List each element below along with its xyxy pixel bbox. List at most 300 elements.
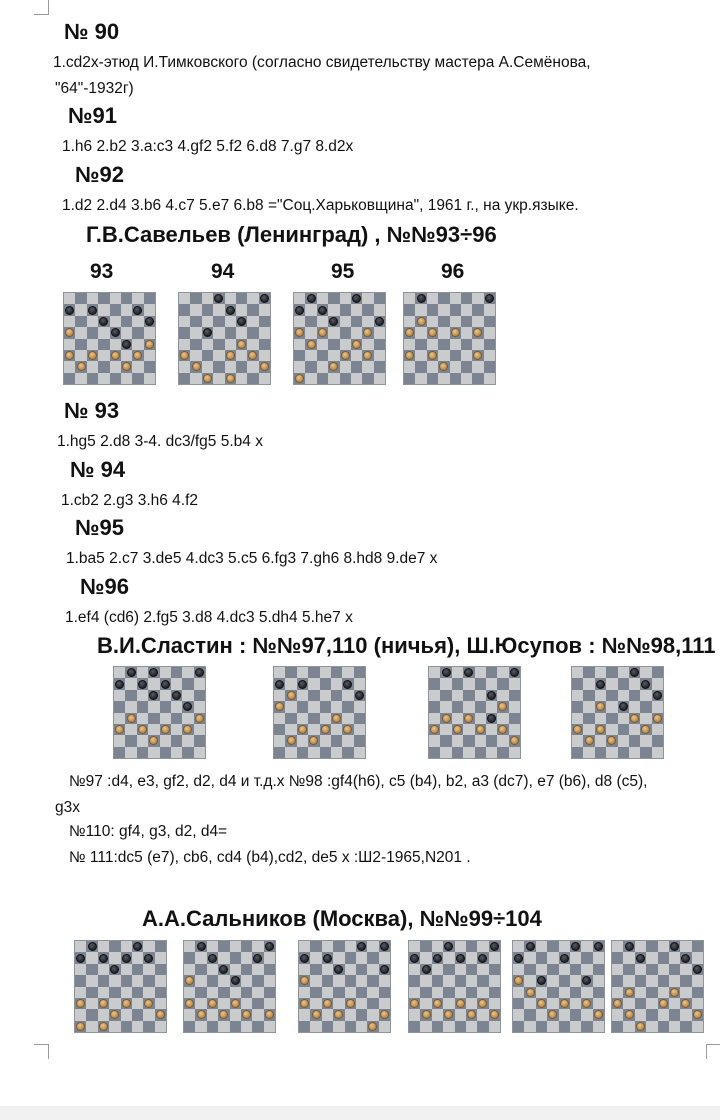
white-checker-b2 <box>625 1010 634 1019</box>
square-d6 <box>443 964 454 975</box>
square-g2 <box>680 1009 691 1020</box>
square-h5 <box>354 701 365 712</box>
square-d2 <box>443 1009 454 1020</box>
white-checker-g3 <box>144 999 153 1008</box>
square-b3 <box>420 998 431 1009</box>
square-f1 <box>461 373 472 384</box>
problem-96-heading: №96 <box>80 574 129 599</box>
square-d3 <box>213 350 224 361</box>
square-b6 <box>415 316 426 327</box>
square-b3 <box>583 724 594 735</box>
black-checker-b8 <box>417 294 426 303</box>
square-g7 <box>182 678 193 689</box>
square-e1 <box>320 747 331 758</box>
square-b1 <box>125 747 136 758</box>
square-d5 <box>443 975 454 986</box>
square-a5 <box>409 975 420 986</box>
square-h8 <box>264 941 275 952</box>
white-checker-d2 <box>607 736 616 745</box>
square-b4 <box>310 987 321 998</box>
white-checker-g3 <box>582 999 591 1008</box>
square-g1 <box>581 1021 592 1032</box>
square-h2 <box>692 1009 703 1020</box>
square-d4 <box>98 339 109 350</box>
square-a3 <box>64 350 75 361</box>
square-a7 <box>64 304 75 315</box>
square-a4 <box>299 987 310 998</box>
square-d8 <box>308 667 319 678</box>
square-b2 <box>623 1009 634 1020</box>
white-checker-c1 <box>99 1022 108 1031</box>
square-g4 <box>581 987 592 998</box>
white-checker-e3 <box>226 351 235 360</box>
square-b6 <box>305 316 316 327</box>
square-b6 <box>190 316 201 327</box>
square-g7 <box>247 304 258 315</box>
white-checker-d2 <box>110 1010 119 1019</box>
square-d2 <box>606 735 617 746</box>
square-e7 <box>340 304 351 315</box>
square-h7 <box>593 952 604 963</box>
square-h4 <box>509 713 520 724</box>
square-b6 <box>524 964 535 975</box>
square-h5 <box>144 327 155 338</box>
black-checker-g5 <box>183 702 192 711</box>
square-e4 <box>450 339 461 350</box>
white-checker-b2 <box>312 1010 321 1019</box>
square-g1 <box>247 373 258 384</box>
square-d4 <box>148 713 159 724</box>
square-h3 <box>259 350 270 361</box>
square-c2 <box>297 735 308 746</box>
square-e6 <box>160 690 171 701</box>
square-e8 <box>340 293 351 304</box>
black-checker-e5 <box>619 702 628 711</box>
square-d3 <box>443 998 454 1009</box>
square-g8 <box>182 667 193 678</box>
white-checker-b6 <box>287 691 296 700</box>
square-f5 <box>236 327 247 338</box>
square-b4 <box>440 713 451 724</box>
square-b6 <box>420 964 431 975</box>
square-b6 <box>195 964 206 975</box>
square-b8 <box>524 941 535 952</box>
white-checker-g3 <box>498 725 507 734</box>
square-a7 <box>572 678 583 689</box>
square-g1 <box>477 1021 488 1032</box>
square-g5 <box>472 327 483 338</box>
square-h1 <box>379 1021 390 1032</box>
white-checker-a5 <box>514 976 523 985</box>
square-b8 <box>190 293 201 304</box>
square-c7 <box>87 304 98 315</box>
white-checker-c3 <box>428 351 437 360</box>
square-c5 <box>427 327 438 338</box>
square-e4 <box>160 713 171 724</box>
square-c4 <box>207 987 218 998</box>
square-f3 <box>461 350 472 361</box>
square-g8 <box>342 667 353 678</box>
square-b4 <box>305 339 316 350</box>
white-checker-e3 <box>341 351 350 360</box>
square-g4 <box>247 339 258 350</box>
square-b8 <box>305 293 316 304</box>
square-c6 <box>207 964 218 975</box>
square-a1 <box>294 373 305 384</box>
square-b7 <box>524 952 535 963</box>
black-checker-e7 <box>456 954 465 963</box>
square-c8 <box>317 293 328 304</box>
square-f7 <box>236 304 247 315</box>
square-f2 <box>356 1009 367 1020</box>
square-f1 <box>669 1021 680 1032</box>
black-checker-a7 <box>300 954 309 963</box>
square-a3 <box>429 724 440 735</box>
square-a5 <box>612 975 623 986</box>
square-a2 <box>404 361 415 372</box>
square-e7 <box>225 304 236 315</box>
square-d4 <box>333 987 344 998</box>
square-e1 <box>225 373 236 384</box>
diagram-98-board <box>273 666 366 759</box>
square-a4 <box>114 713 125 724</box>
square-e3 <box>225 350 236 361</box>
square-b7 <box>125 678 136 689</box>
square-g6 <box>132 316 143 327</box>
square-c6 <box>202 316 213 327</box>
square-e3 <box>618 724 629 735</box>
square-d1 <box>308 747 319 758</box>
square-e5 <box>455 975 466 986</box>
square-b2 <box>440 735 451 746</box>
white-checker-f2 <box>242 1010 251 1019</box>
square-e7 <box>658 952 669 963</box>
square-c4 <box>98 987 109 998</box>
square-g8 <box>367 941 378 952</box>
square-f8 <box>132 941 143 952</box>
square-h7 <box>509 678 520 689</box>
square-g3 <box>472 350 483 361</box>
square-g5 <box>640 701 651 712</box>
square-f7 <box>241 952 252 963</box>
square-d2 <box>98 361 109 372</box>
square-c4 <box>322 987 333 998</box>
square-d1 <box>333 1021 344 1032</box>
square-a5 <box>64 327 75 338</box>
white-checker-c3 <box>596 725 605 734</box>
square-h7 <box>379 952 390 963</box>
square-e1 <box>559 1021 570 1032</box>
black-checker-e7 <box>226 306 235 315</box>
square-a6 <box>429 690 440 701</box>
square-a5 <box>179 327 190 338</box>
square-f2 <box>236 361 247 372</box>
square-a5 <box>429 701 440 712</box>
square-h7 <box>259 304 270 315</box>
square-h1 <box>652 747 663 758</box>
square-d6 <box>333 964 344 975</box>
square-g2 <box>472 361 483 372</box>
square-b3 <box>415 350 426 361</box>
square-b3 <box>440 724 451 735</box>
square-a7 <box>294 304 305 315</box>
square-c3 <box>207 998 218 1009</box>
square-e5 <box>121 975 132 986</box>
square-b4 <box>190 339 201 350</box>
square-d7 <box>328 304 339 315</box>
square-g3 <box>342 724 353 735</box>
square-g4 <box>342 713 353 724</box>
square-c4 <box>297 713 308 724</box>
square-c3 <box>322 998 333 1009</box>
square-d3 <box>438 350 449 361</box>
problem-91-heading: №91 <box>68 103 117 128</box>
square-d7 <box>463 678 474 689</box>
square-a2 <box>299 1009 310 1020</box>
square-c7 <box>635 952 646 963</box>
white-checker-c1 <box>203 374 212 383</box>
square-c2 <box>137 735 148 746</box>
black-checker-d8 <box>464 668 473 677</box>
square-e5 <box>340 327 351 338</box>
square-b1 <box>195 1021 206 1032</box>
square-c4 <box>452 713 463 724</box>
white-checker-a3 <box>410 999 419 1008</box>
square-c3 <box>452 724 463 735</box>
square-f7 <box>629 678 640 689</box>
square-h6 <box>692 964 703 975</box>
diagram-101-board <box>298 940 391 1033</box>
square-d2 <box>148 735 159 746</box>
square-f5 <box>171 701 182 712</box>
square-d1 <box>606 747 617 758</box>
square-e6 <box>110 316 121 327</box>
square-g6 <box>143 964 154 975</box>
square-h4 <box>593 987 604 998</box>
white-checker-g3 <box>478 999 487 1008</box>
square-f3 <box>466 998 477 1009</box>
square-e8 <box>230 941 241 952</box>
square-d5 <box>463 701 474 712</box>
square-b6 <box>285 690 296 701</box>
square-c4 <box>432 987 443 998</box>
black-checker-c7 <box>138 680 147 689</box>
square-h3 <box>194 724 205 735</box>
diagram-110-board <box>428 666 521 759</box>
square-e2 <box>320 735 331 746</box>
white-checker-c3 <box>99 999 108 1008</box>
problem-90-solution-line1: 1.cd2x-этюд И.Тимковского (согласно свидетельству мастера А.Семёнова, <box>53 54 591 71</box>
square-d7 <box>148 678 159 689</box>
square-a6 <box>179 316 190 327</box>
square-g8 <box>497 667 508 678</box>
square-d4 <box>606 713 617 724</box>
square-h5 <box>259 327 270 338</box>
square-b8 <box>75 293 86 304</box>
square-e6 <box>320 690 331 701</box>
white-checker-b2 <box>77 362 86 371</box>
square-c2 <box>452 735 463 746</box>
square-e5 <box>320 701 331 712</box>
square-g8 <box>143 941 154 952</box>
square-f7 <box>132 952 143 963</box>
square-h3 <box>593 998 604 1009</box>
square-d5 <box>328 327 339 338</box>
square-g2 <box>143 1009 154 1020</box>
square-d2 <box>463 735 474 746</box>
square-h4 <box>144 339 155 350</box>
square-d4 <box>328 339 339 350</box>
black-checker-e5 <box>231 976 240 985</box>
square-h7 <box>144 304 155 315</box>
square-g2 <box>362 361 373 372</box>
square-g7 <box>143 952 154 963</box>
square-d4 <box>443 987 454 998</box>
square-h5 <box>484 327 495 338</box>
square-a7 <box>184 952 195 963</box>
black-checker-d8 <box>149 668 158 677</box>
square-g5 <box>132 327 143 338</box>
square-h3 <box>155 998 166 1009</box>
black-checker-e7 <box>122 954 131 963</box>
square-h4 <box>652 713 663 724</box>
square-f6 <box>669 964 680 975</box>
diagram-95-board <box>293 292 386 385</box>
square-c7 <box>137 678 148 689</box>
black-checker-h6 <box>380 965 389 974</box>
square-h4 <box>155 987 166 998</box>
white-checker-e1 <box>226 374 235 383</box>
square-e1 <box>658 1021 669 1032</box>
square-e5 <box>658 975 669 986</box>
square-d4 <box>463 713 474 724</box>
square-f5 <box>486 701 497 712</box>
square-h2 <box>652 735 663 746</box>
white-checker-d2 <box>444 1010 453 1019</box>
square-c6 <box>432 964 443 975</box>
square-a8 <box>299 941 310 952</box>
square-a1 <box>612 1021 623 1032</box>
square-f2 <box>466 1009 477 1020</box>
square-h8 <box>259 293 270 304</box>
square-g3 <box>640 724 651 735</box>
square-c7 <box>536 952 547 963</box>
square-e2 <box>475 735 486 746</box>
square-f1 <box>466 1021 477 1032</box>
black-checker-e5 <box>111 328 120 337</box>
square-g5 <box>342 701 353 712</box>
square-c6 <box>137 690 148 701</box>
square-e7 <box>475 678 486 689</box>
square-a2 <box>184 1009 195 1020</box>
square-d1 <box>438 373 449 384</box>
square-d3 <box>606 724 617 735</box>
square-g6 <box>182 690 193 701</box>
square-e4 <box>225 339 236 350</box>
square-h1 <box>259 373 270 384</box>
square-a1 <box>572 747 583 758</box>
white-checker-g3 <box>133 351 142 360</box>
square-e2 <box>160 735 171 746</box>
square-a8 <box>572 667 583 678</box>
white-checker-e3 <box>346 999 355 1008</box>
square-f6 <box>331 690 342 701</box>
square-b7 <box>310 952 321 963</box>
white-checker-f2 <box>122 362 131 371</box>
square-f6 <box>570 964 581 975</box>
square-f8 <box>356 941 367 952</box>
square-g3 <box>367 998 378 1009</box>
problem-95-solution: 1.ba5 2.c7 3.de5 4.dc3 5.c5 6.fg3 7.gh6 8.hd8 9.de7 x <box>66 550 438 567</box>
square-a1 <box>274 747 285 758</box>
square-b2 <box>75 361 86 372</box>
square-e4 <box>345 987 356 998</box>
square-a2 <box>513 1009 524 1020</box>
square-f7 <box>466 952 477 963</box>
square-h3 <box>144 350 155 361</box>
black-checker-d6 <box>334 965 343 974</box>
square-a5 <box>404 327 415 338</box>
white-checker-g5 <box>473 328 482 337</box>
white-checker-a5 <box>275 702 284 711</box>
white-checker-g1 <box>368 1022 377 1031</box>
square-d4 <box>218 987 229 998</box>
square-a1 <box>114 747 125 758</box>
square-c5 <box>432 975 443 986</box>
square-e4 <box>559 987 570 998</box>
square-c2 <box>207 1009 218 1020</box>
square-f5 <box>629 701 640 712</box>
square-c8 <box>536 941 547 952</box>
black-checker-h8 <box>510 668 519 677</box>
square-e2 <box>121 1009 132 1020</box>
black-checker-f4 <box>122 340 131 349</box>
square-f7 <box>486 678 497 689</box>
square-e2 <box>340 361 351 372</box>
square-f2 <box>461 361 472 372</box>
square-a3 <box>294 350 305 361</box>
square-a5 <box>184 975 195 986</box>
white-checker-a3 <box>185 999 194 1008</box>
square-e4 <box>475 713 486 724</box>
square-g1 <box>132 373 143 384</box>
square-h4 <box>259 339 270 350</box>
square-e7 <box>618 678 629 689</box>
square-e6 <box>559 964 570 975</box>
square-a5 <box>75 975 86 986</box>
white-checker-h2 <box>693 1010 702 1019</box>
square-c3 <box>317 350 328 361</box>
square-a7 <box>612 952 623 963</box>
square-b2 <box>524 1009 535 1020</box>
square-d5 <box>547 975 558 986</box>
square-e8 <box>121 941 132 952</box>
square-d2 <box>109 1009 120 1020</box>
white-checker-g3 <box>641 725 650 734</box>
square-h3 <box>484 350 495 361</box>
square-c6 <box>635 964 646 975</box>
square-g7 <box>472 304 483 315</box>
square-a8 <box>179 293 190 304</box>
square-h6 <box>155 964 166 975</box>
square-d2 <box>308 735 319 746</box>
square-d1 <box>109 1021 120 1032</box>
square-e6 <box>658 964 669 975</box>
square-d4 <box>109 987 120 998</box>
square-f1 <box>486 747 497 758</box>
black-checker-f6 <box>237 317 246 326</box>
square-f8 <box>466 941 477 952</box>
